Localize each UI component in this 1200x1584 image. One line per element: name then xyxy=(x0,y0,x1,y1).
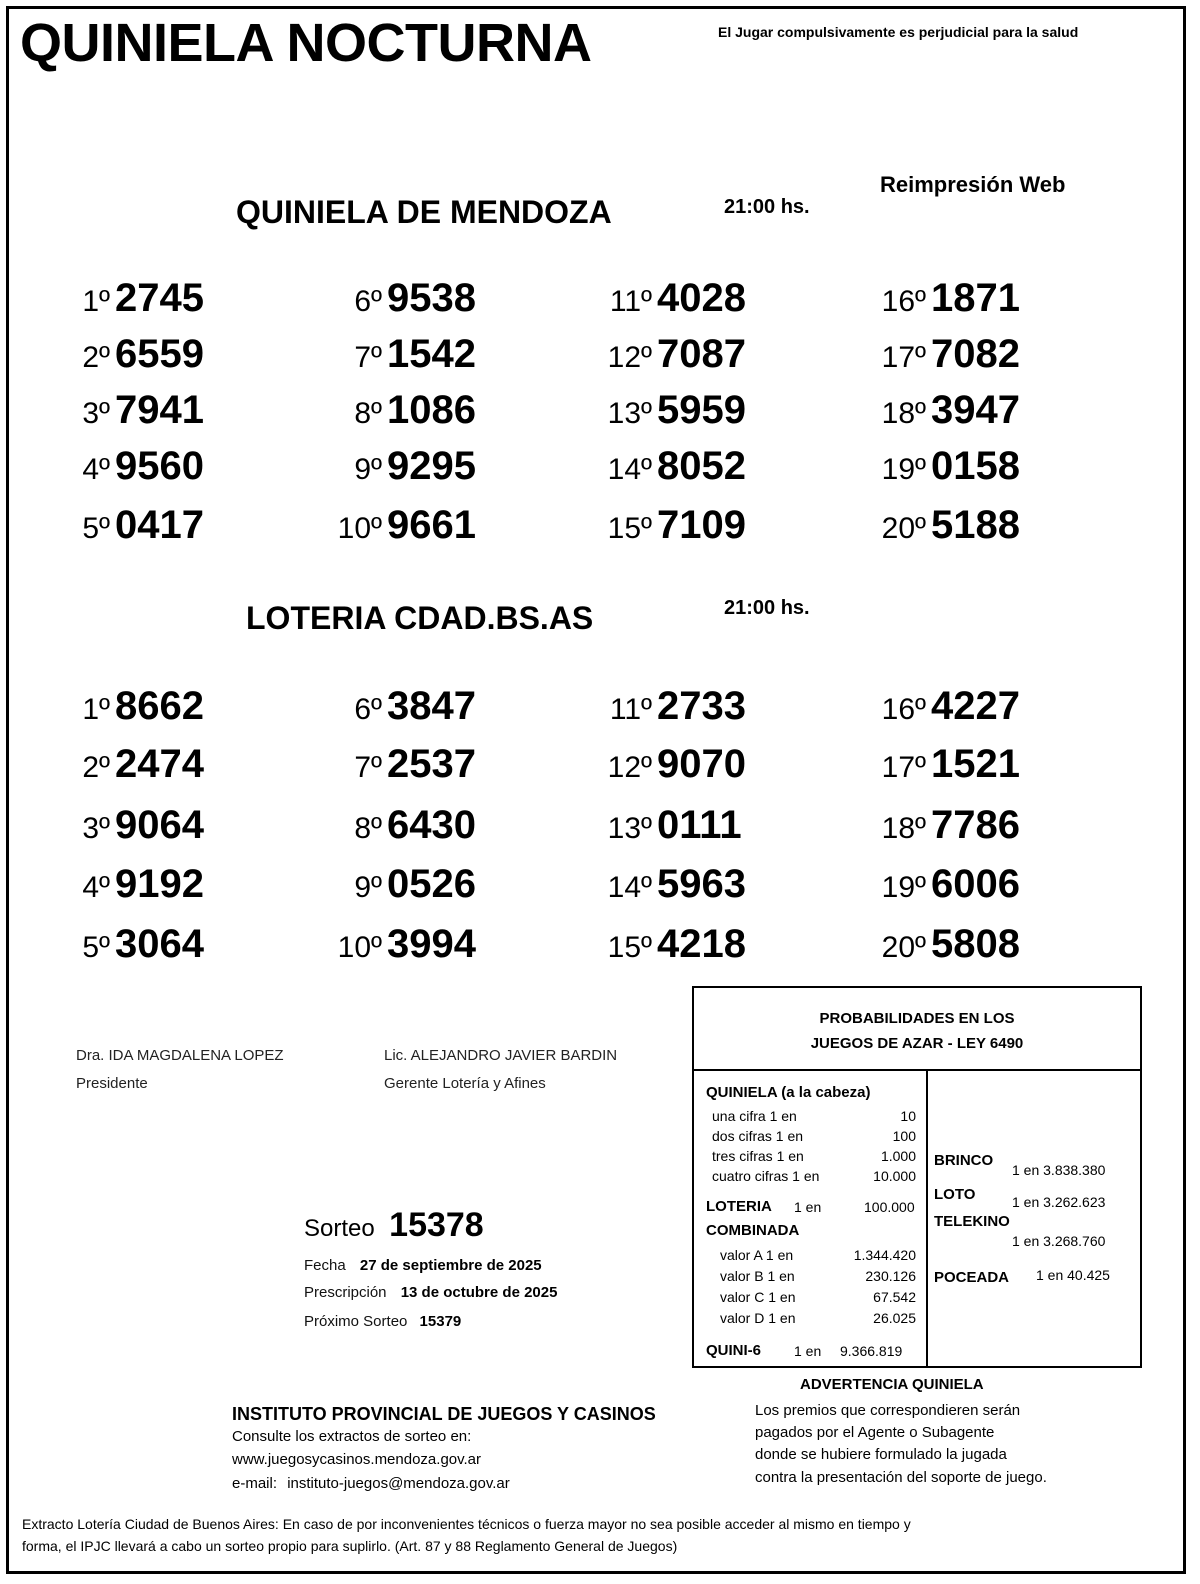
advertencia-line-3: donde se hubiere formulado la jugada xyxy=(755,1446,1007,1463)
institute-title: INSTITUTO PROVINCIAL DE JUEGOS Y CASINOS xyxy=(232,1404,656,1424)
ciudad-result-20 xyxy=(816,922,1020,967)
mendoza-result-9 xyxy=(272,444,476,489)
result-number: 8662 xyxy=(115,684,204,728)
ciudad-result-15 xyxy=(542,922,746,967)
page-title: QUINIELA NOCTURNA xyxy=(20,13,592,73)
loteria-prob-label: LOTERIA xyxy=(706,1198,772,1215)
result-position: 13º xyxy=(607,812,652,845)
quini6-prob-label: QUINI-6 xyxy=(706,1342,762,1359)
result-position: 12º xyxy=(607,341,652,374)
prob-row-label: valor A 1 en xyxy=(720,1247,794,1263)
result-position: 16º xyxy=(881,693,926,726)
result-number: 3847 xyxy=(387,684,476,728)
prob-row-label: valor C 1 en xyxy=(720,1289,796,1305)
result-number: 7786 xyxy=(931,803,1020,847)
result-position: 8º xyxy=(354,812,382,845)
result-number: 4028 xyxy=(657,276,746,320)
mendoza-result-13 xyxy=(542,388,746,433)
signature-left xyxy=(76,1042,284,1098)
mendoza-result-5 xyxy=(0,503,204,548)
probabilities-divider xyxy=(926,1071,928,1366)
ciudad-time: 21:00 hs. xyxy=(724,597,810,619)
next-draw-number: 15379 xyxy=(419,1313,462,1330)
result-position: 19º xyxy=(881,453,926,486)
result-number: 1086 xyxy=(387,388,476,432)
poceada-label: POCEADA xyxy=(934,1269,1010,1286)
draw-date: 27 de septiembre de 2025 xyxy=(359,1257,542,1274)
next-draw-line xyxy=(304,1313,461,1330)
advertencia-line-2: pagados por el Agente o Subagente xyxy=(755,1424,995,1441)
prescription-date: 13 de octubre de 2025 xyxy=(400,1284,558,1301)
result-number: 8052 xyxy=(657,444,746,488)
result-position: 4º xyxy=(82,871,110,904)
result-number: 7109 xyxy=(657,503,746,547)
prescription-label: Prescripción xyxy=(304,1284,387,1301)
result-number: 3064 xyxy=(115,922,204,966)
institute-website[interactable]: www.juegosycasinos.mendoza.gov.ar xyxy=(232,1451,482,1468)
ciudad-result-1 xyxy=(0,684,204,729)
signature-left-name: Dra. IDA MAGDALENA LOPEZ xyxy=(76,1047,284,1064)
ciudad-result-12 xyxy=(542,742,746,787)
result-position: 6º xyxy=(354,693,382,726)
result-number: 5963 xyxy=(657,862,746,906)
result-position: 1º xyxy=(82,285,110,318)
result-position: 9º xyxy=(354,453,382,486)
result-position: 13º xyxy=(607,397,652,430)
mendoza-result-17 xyxy=(816,332,1020,377)
ciudad-result-8 xyxy=(272,803,476,848)
result-number: 2733 xyxy=(657,684,746,728)
result-position: 2º xyxy=(82,751,110,784)
loteria-prob-value: 100.000 xyxy=(864,1199,915,1215)
loteria-prob-text: 1 en xyxy=(794,1199,822,1215)
prob-row-value: 1.000 xyxy=(880,1148,916,1164)
advertencia-title: ADVERTENCIA QUINIELA xyxy=(800,1376,984,1393)
reprint-label: Reimpresión Web xyxy=(880,172,1066,197)
signature-right xyxy=(384,1042,617,1098)
result-number: 0111 xyxy=(657,803,742,847)
mendoza-result-8 xyxy=(272,388,476,433)
mendoza-time: 21:00 hs. xyxy=(724,196,810,218)
mendoza-result-3 xyxy=(0,388,204,433)
result-position: 10º xyxy=(337,512,382,545)
result-number: 6006 xyxy=(931,862,1020,906)
result-position: 16º xyxy=(881,285,926,318)
result-position: 12º xyxy=(607,751,652,784)
result-number: 7082 xyxy=(931,332,1020,376)
advertencia-line-4: contra la presentación del soporte de juego. xyxy=(755,1469,1047,1486)
result-number: 5959 xyxy=(657,388,746,432)
advertencia-line-1: Los premios que correspondieren serán xyxy=(755,1402,1021,1419)
ciudad-title: LOTERIA CDAD.BS.AS xyxy=(246,600,594,636)
mendoza-title: QUINIELA DE MENDOZA xyxy=(236,194,612,230)
ciudad-result-6 xyxy=(272,684,476,729)
result-position: 11º xyxy=(609,285,652,318)
ciudad-result-2 xyxy=(0,742,204,787)
result-number: 0158 xyxy=(931,444,1020,488)
result-number: 9070 xyxy=(657,742,746,786)
ciudad-result-16 xyxy=(816,684,1020,729)
poceada-value: 1 en 40.425 xyxy=(1036,1267,1110,1283)
result-position: 8º xyxy=(354,397,382,430)
result-position: 11º xyxy=(609,693,652,726)
mendoza-result-18 xyxy=(816,388,1020,433)
result-number: 6430 xyxy=(387,803,476,847)
quiniela-prob-title: QUINIELA (a la cabeza) xyxy=(706,1084,871,1101)
mendoza-result-20 xyxy=(816,503,1020,548)
signature-right-role: Gerente Lotería y Afines xyxy=(384,1075,546,1092)
result-number: 0526 xyxy=(387,862,476,906)
result-number: 1521 xyxy=(931,742,1020,786)
footer-line-2: forma, el IPJC llevará a cabo un sorteo propio para suplirlo. (Art. 87 y 88 Reglamento General de Juegos) xyxy=(22,1538,678,1554)
prob-row-label: valor B 1 en xyxy=(720,1268,795,1284)
brinco-label: BRINCO xyxy=(934,1152,994,1169)
result-number: 9295 xyxy=(387,444,476,488)
institute-email[interactable]: instituto-juegos@mendoza.gov.ar xyxy=(287,1475,510,1492)
mendoza-result-12 xyxy=(542,332,746,377)
ciudad-result-18 xyxy=(816,803,1020,848)
result-number: 3947 xyxy=(931,388,1020,432)
result-number: 1542 xyxy=(387,332,476,376)
footer-line-1: Extracto Lotería Ciudad de Buenos Aires: En caso de por inconvenientes técnicos o fuerza mayor no sea posible acceder al mismo en tiempo y xyxy=(22,1516,911,1532)
ciudad-result-5 xyxy=(0,922,204,967)
prob-row-value: 67.542 xyxy=(873,1289,916,1305)
result-number: 4218 xyxy=(657,922,746,966)
probabilities-title-2: JUEGOS DE AZAR - LEY 6490 xyxy=(810,1035,1024,1052)
result-number: 2537 xyxy=(387,742,476,786)
result-position: 18º xyxy=(881,812,926,845)
result-position: 19º xyxy=(881,871,926,904)
mendoza-result-11 xyxy=(542,276,746,321)
prob-row-label: cuatro cifras 1 en xyxy=(712,1168,820,1184)
ciudad-result-4 xyxy=(0,862,204,907)
prob-row-value: 10.000 xyxy=(873,1168,916,1184)
result-number: 0417 xyxy=(115,503,204,547)
result-number: 2745 xyxy=(115,276,204,320)
institute-email-line xyxy=(232,1475,510,1492)
prob-row-value: 26.025 xyxy=(873,1310,916,1326)
mendoza-result-16 xyxy=(816,276,1020,321)
draw-number-line xyxy=(304,1206,484,1245)
mendoza-result-14 xyxy=(542,444,746,489)
mendoza-result-6 xyxy=(272,276,476,321)
ciudad-result-7 xyxy=(272,742,476,787)
result-position: 18º xyxy=(881,397,926,430)
probabilities-header xyxy=(694,988,1140,1071)
prob-row-value: 1.344.420 xyxy=(853,1247,916,1263)
result-number: 5808 xyxy=(931,922,1020,966)
result-position: 3º xyxy=(82,397,110,430)
prob-row-value: 100 xyxy=(892,1128,916,1144)
quini6-prob-value: 9.366.819 xyxy=(840,1343,903,1359)
gambling-warning: El Jugar compulsivamente es perjudicial para la salud xyxy=(718,24,1079,40)
mendoza-result-7 xyxy=(272,332,476,377)
ciudad-result-9 xyxy=(272,862,476,907)
institute-consult: Consulte los extractos de sorteo en: xyxy=(232,1428,472,1445)
result-position: 15º xyxy=(607,931,652,964)
result-number: 9560 xyxy=(115,444,204,488)
result-position: 14º xyxy=(607,453,652,486)
telekino-value: 1 en 3.268.760 xyxy=(1012,1233,1106,1249)
result-position: 9º xyxy=(354,871,382,904)
prob-row-value: 230.126 xyxy=(865,1268,916,1284)
draw-number: 15378 xyxy=(389,1206,484,1244)
ciudad-result-3 xyxy=(0,803,204,848)
result-position: 1º xyxy=(82,693,110,726)
next-draw-label: Próximo Sorteo xyxy=(304,1313,408,1330)
probabilities-box xyxy=(692,986,1142,1368)
ciudad-result-14 xyxy=(542,862,746,907)
result-number: 4227 xyxy=(931,684,1020,728)
result-number: 6559 xyxy=(115,332,204,376)
result-position: 6º xyxy=(354,285,382,318)
result-number: 9661 xyxy=(387,503,476,547)
result-position: 2º xyxy=(82,341,110,374)
result-position: 5º xyxy=(82,512,110,545)
footer-note xyxy=(22,1513,911,1557)
result-number: 3994 xyxy=(387,922,476,966)
result-position: 14º xyxy=(607,871,652,904)
result-position: 17º xyxy=(881,341,926,374)
quini6-prob-text: 1 en xyxy=(794,1343,822,1359)
telekino-label: TELEKINO xyxy=(934,1213,1010,1230)
result-number: 7941 xyxy=(115,388,204,432)
probabilities-title-1: PROBABILIDADES EN LOS xyxy=(819,1010,1015,1027)
ciudad-result-11 xyxy=(542,684,746,729)
prob-row-label: valor D 1 en xyxy=(720,1310,796,1326)
mendoza-result-4 xyxy=(0,444,204,489)
mendoza-result-10 xyxy=(272,503,476,548)
prob-row-value: 10 xyxy=(900,1108,916,1124)
ciudad-result-17 xyxy=(816,742,1020,787)
result-number: 9192 xyxy=(115,862,204,906)
mendoza-result-2 xyxy=(0,332,204,377)
result-position: 4º xyxy=(82,453,110,486)
result-number: 5188 xyxy=(931,503,1020,547)
ciudad-result-10 xyxy=(272,922,476,967)
result-position: 15º xyxy=(607,512,652,545)
signature-left-role: Presidente xyxy=(76,1075,148,1092)
mendoza-result-1 xyxy=(0,276,204,321)
result-position: 20º xyxy=(881,931,926,964)
result-position: 7º xyxy=(354,341,382,374)
signature-right-name: Lic. ALEJANDRO JAVIER BARDIN xyxy=(384,1047,618,1064)
ciudad-result-13 xyxy=(542,803,742,848)
draw-label: Sorteo xyxy=(304,1215,375,1242)
mendoza-result-15 xyxy=(542,503,746,548)
email-label: e-mail: xyxy=(232,1475,278,1492)
draw-date-line xyxy=(304,1257,542,1274)
prob-row-label: dos cifras 1 en xyxy=(712,1128,804,1144)
result-position: 10º xyxy=(337,931,382,964)
result-number: 1871 xyxy=(931,276,1020,320)
prob-row-label: una cifra 1 en xyxy=(712,1108,797,1124)
prob-row-label: tres cifras 1 en xyxy=(712,1148,804,1164)
result-position: 7º xyxy=(354,751,382,784)
result-position: 17º xyxy=(881,751,926,784)
result-position: 20º xyxy=(881,512,926,545)
result-number: 9064 xyxy=(115,803,204,847)
mendoza-result-19 xyxy=(816,444,1020,489)
prescription-line xyxy=(304,1284,557,1301)
result-number: 9538 xyxy=(387,276,476,320)
result-position: 5º xyxy=(82,931,110,964)
ciudad-result-19 xyxy=(816,862,1020,907)
result-number: 7087 xyxy=(657,332,746,376)
result-number: 2474 xyxy=(115,742,204,786)
loto-label: LOTO xyxy=(934,1186,976,1203)
brinco-value: 1 en 3.838.380 xyxy=(1012,1162,1106,1178)
result-position: 3º xyxy=(82,812,110,845)
loto-value: 1 en 3.262.623 xyxy=(1012,1194,1106,1210)
combinada-prob-title: COMBINADA xyxy=(706,1222,800,1239)
draw-date-label: Fecha xyxy=(304,1257,346,1274)
